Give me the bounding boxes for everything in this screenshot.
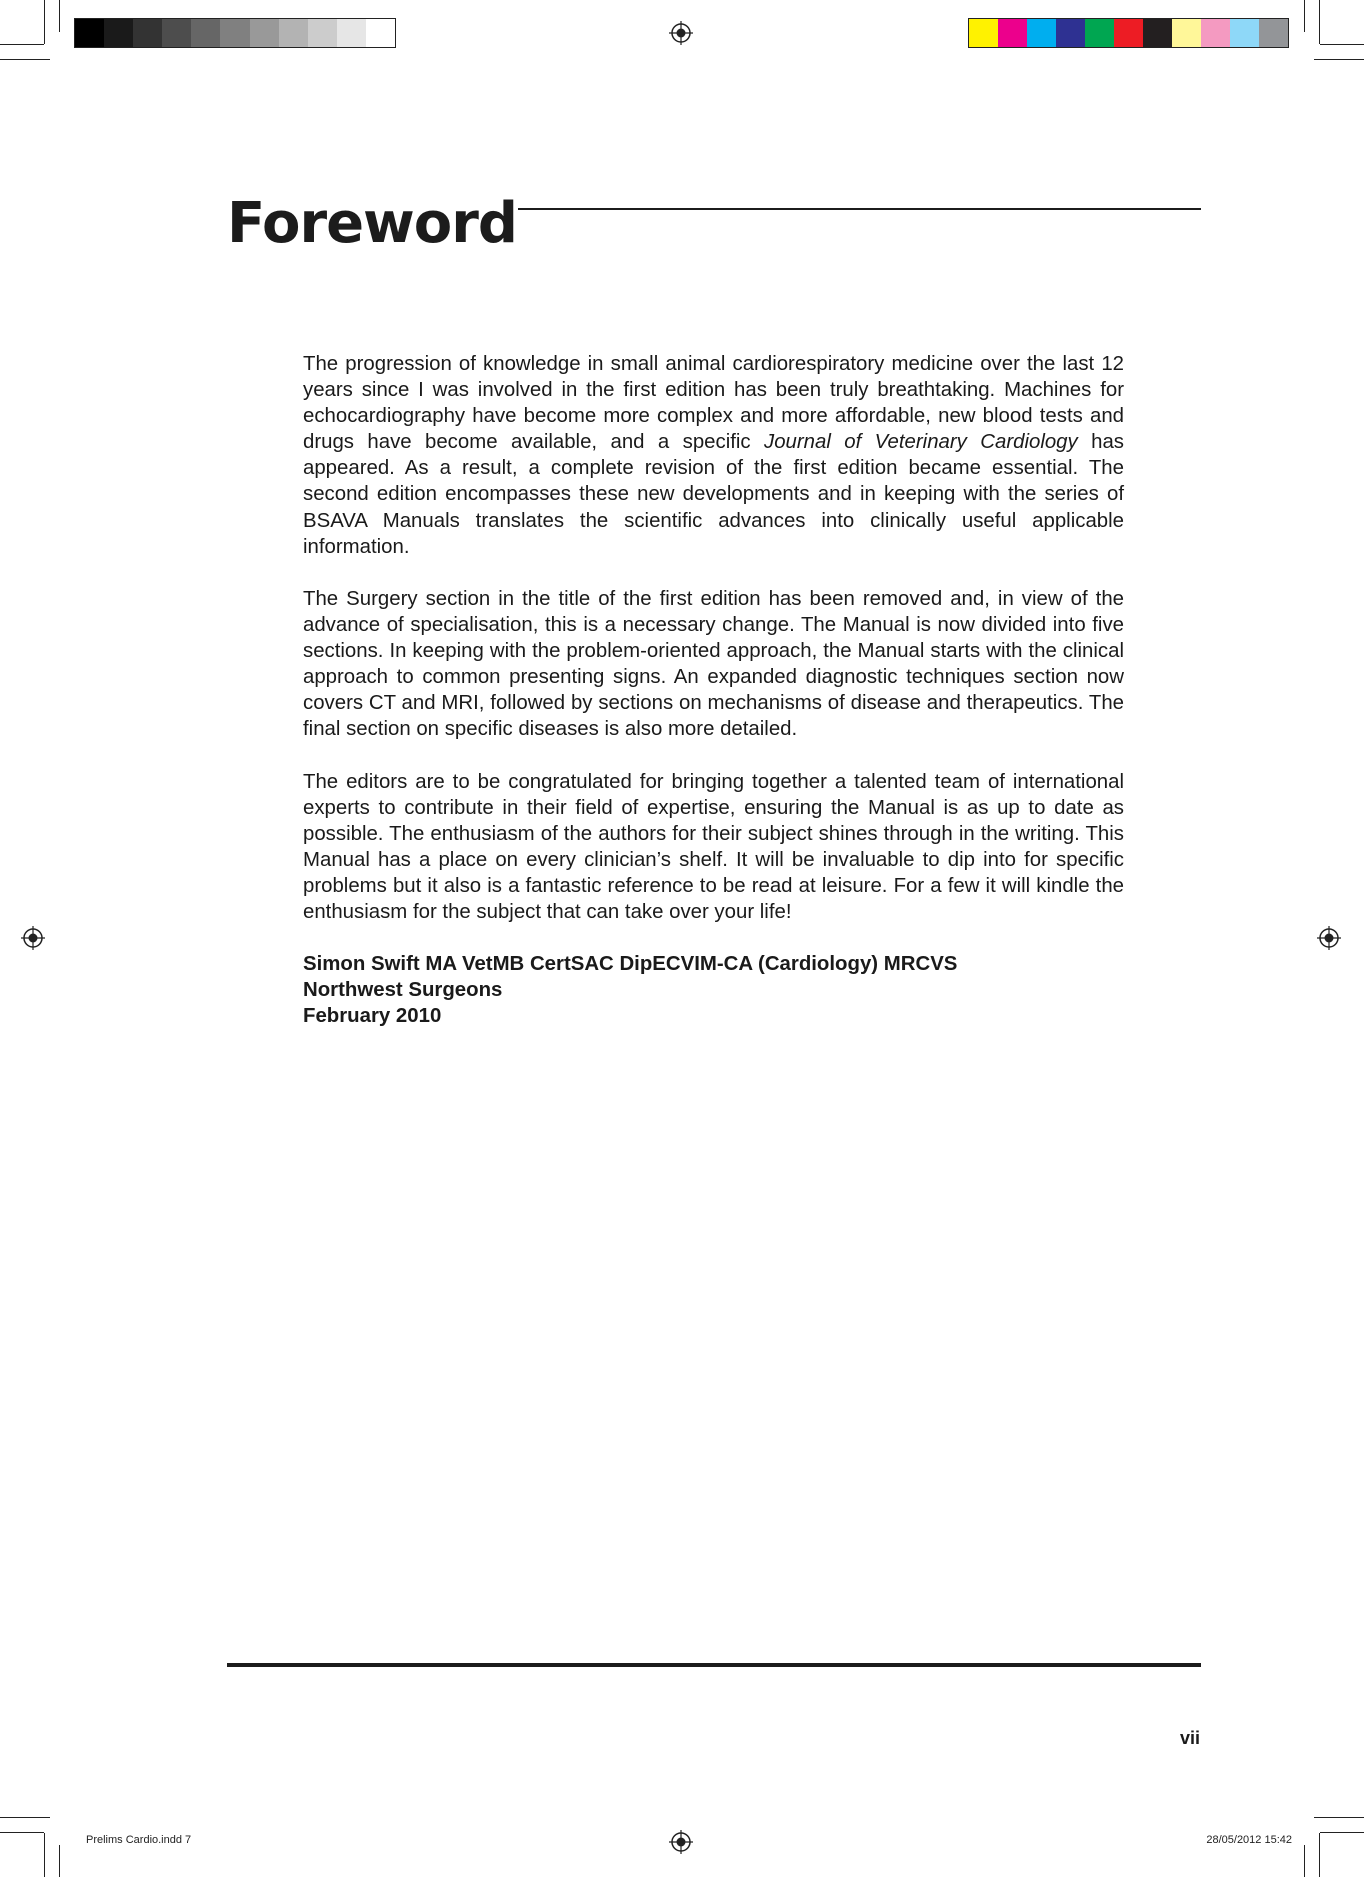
foreword-body	[303, 351, 1124, 1029]
crop-mark	[1320, 1832, 1364, 1833]
gray-swatch	[220, 19, 249, 47]
gray-swatch	[366, 19, 395, 47]
registration-mark-icon	[21, 926, 45, 950]
gray-swatch	[75, 19, 104, 47]
signature-date: February 2010	[303, 1005, 442, 1028]
crop-mark	[44, 1833, 45, 1877]
gray-swatch	[250, 19, 279, 47]
color-swatch	[1201, 19, 1230, 47]
gray-swatch	[104, 19, 133, 47]
crop-mark	[1314, 1817, 1364, 1818]
paragraph-2: The Surgery section in the title of the first edition has been removed and, in view of the advance of specialisation, this is a necessary change. The Manual is now divided into five sections. In keeping with the problem-oriented approach, the Manual starts with the clinical approach to common presenting signs. An expanded diagnostic techniques section now covers CT and MRI, followed by sections on mechanisms of disease and therapeutics. The final section on specific diseases is also more detailed.	[303, 587, 1124, 741]
crop-mark	[59, 0, 60, 32]
gray-swatch	[162, 19, 191, 47]
signature-name: Simon Swift MA VetMB CertSAC DipECVIM-CA (Cardiology) MRCVS	[303, 953, 958, 976]
crop-mark	[1319, 1833, 1320, 1877]
crop-mark	[1314, 59, 1364, 60]
color-swatch	[1056, 19, 1085, 47]
crop-mark	[0, 59, 50, 60]
registration-mark-icon	[669, 1830, 693, 1854]
gray-swatch	[337, 19, 366, 47]
crop-mark	[0, 44, 44, 45]
gray-swatch	[308, 19, 337, 47]
crop-mark	[1320, 44, 1364, 45]
footer-rule	[227, 1663, 1201, 1667]
crop-mark	[44, 0, 45, 44]
grayscale-color-bar	[74, 18, 396, 48]
gray-swatch	[133, 19, 162, 47]
crop-mark	[1304, 1845, 1305, 1877]
color-swatch	[1172, 19, 1201, 47]
crop-mark	[0, 1832, 44, 1833]
color-swatch	[1085, 19, 1114, 47]
color-swatch	[1143, 19, 1172, 47]
signature-organisation: Northwest Surgeons	[303, 979, 503, 1002]
crop-mark	[1319, 0, 1320, 44]
crop-mark	[0, 1817, 50, 1818]
registration-mark-icon	[1317, 926, 1341, 950]
color-swatch	[969, 19, 998, 47]
slug-datetime: 28/05/2012 15:42	[1206, 1834, 1292, 1846]
title-rule	[518, 208, 1201, 210]
color-swatch	[998, 19, 1027, 47]
page-title: Foreword	[227, 191, 517, 256]
gray-swatch	[191, 19, 220, 47]
registration-mark-icon	[669, 21, 693, 45]
gray-swatch	[279, 19, 308, 47]
paragraph-1-text-b: has appeared. As a result, a complete revision of the first edition became essential. The second edition encompasses these new developments and in keeping with the series of BSAVA Manuals translates the scientific advances into clinically useful applicable information.	[303, 431, 1125, 558]
crop-mark	[1304, 0, 1305, 32]
signature-block	[303, 951, 1124, 1029]
color-swatch	[1027, 19, 1056, 47]
color-swatch	[1259, 19, 1288, 47]
journal-title: Journal of Veterinary Cardiology	[764, 431, 1078, 454]
color-swatch	[1114, 19, 1143, 47]
paragraph-3: The editors are to be congratulated for bringing together a talented team of international experts to contribute in their field of expertise, ensuring the Manual is as up to date as possible. The enthusiasm of the authors for their subject shines through in the writing. This Manual has a place on every clinician’s shelf. It will be invaluable to dip into for specific problems but it also is a fantastic reference to be read at leisure. For a few it will kindle the enthusiasm for the subject that can take over your life!	[303, 770, 1124, 923]
page-number: vii	[1179, 1728, 1200, 1748]
slug-filename: Prelims Cardio.indd 7	[86, 1834, 192, 1846]
color-swatch	[1230, 19, 1259, 47]
process-color-bar	[968, 18, 1289, 48]
paragraph-1-text-a: The progression of knowledge in small animal cardiorespiratory medicine over the last 12 years since I was involved in the first edition has been truly breathtaking. Machines for echocardiography have become more complex and more affordable, new blood tests and drugs have become available, and a specific	[303, 353, 1124, 454]
crop-mark	[59, 1845, 60, 1877]
paragraph-1	[303, 351, 1124, 560]
